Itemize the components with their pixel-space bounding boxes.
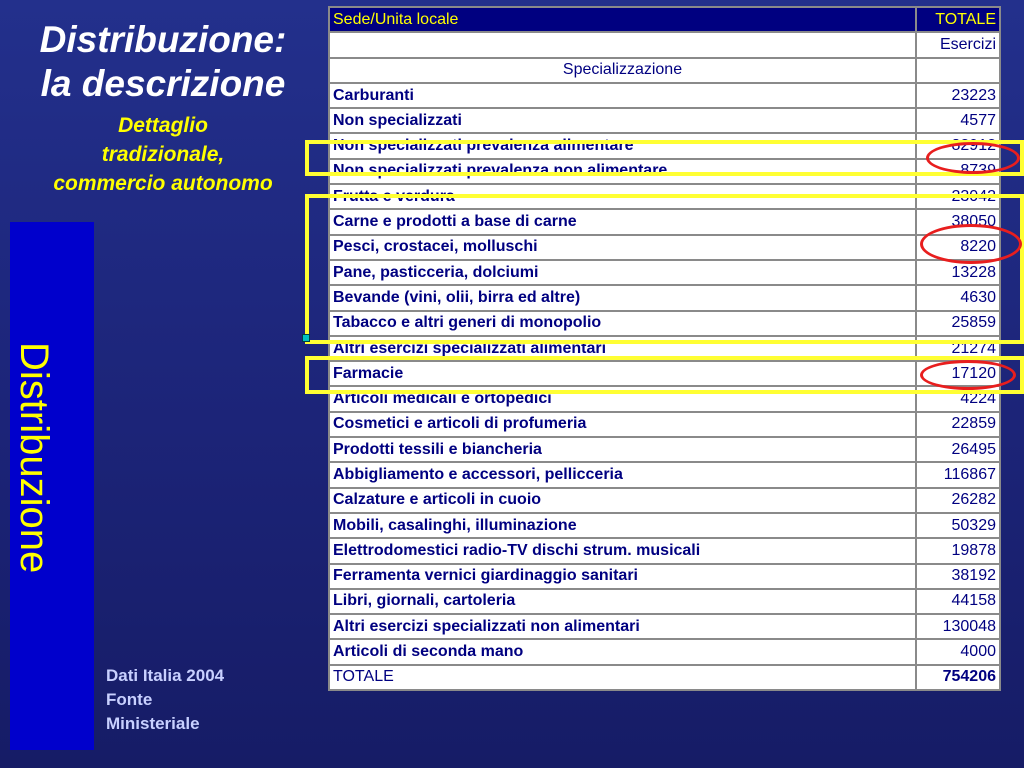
row-value-cell: 22859 [916,412,1000,437]
table-row [329,108,1000,133]
row-label-cell: Non specializzati prevalenza alimentare [329,133,916,158]
row-value-cell: 130048 [916,614,1000,639]
slide-subtitle [0,111,326,198]
subheader-label-cell [329,32,916,57]
row-value-cell: 4630 [916,285,1000,310]
slide-subtitle-line-2: tradizionale, [101,143,225,166]
row-label-cell: Farmacie [329,361,916,386]
table-row [329,437,1000,462]
slide-subtitle-line-3: commercio autonomo [53,172,273,195]
section-label-cell: Specializzazione [329,58,916,83]
row-value-cell: 38050 [916,209,1000,234]
row-label-cell: Mobili, casalinghi, illuminazione [329,513,916,538]
row-value-cell: 8739 [916,159,1000,184]
row-label-cell: Non specializzati prevalenza non alimentare [329,159,916,184]
row-label-cell: Pane, pasticceria, dolciumi [329,260,916,285]
row-value-cell: 19878 [916,538,1000,563]
row-value-cell: 82912 [916,133,1000,158]
row-label-cell: Articoli di seconda mano [329,639,916,664]
table-row [329,386,1000,411]
row-label-cell: Elettrodomestici radio-TV dischi strum. musicali [329,538,916,563]
table-row [329,513,1000,538]
row-value-cell: 26282 [916,488,1000,513]
selection-handle[interactable] [302,334,310,342]
table-row [329,285,1000,310]
source-line-3: Ministeriale [106,714,200,733]
row-value-cell: 17120 [916,361,1000,386]
slide-title-line-1: Distribuzione: [39,19,287,60]
row-value-cell: 13228 [916,260,1000,285]
row-value-cell: 26495 [916,437,1000,462]
slide-title-line-2: la descrizione [40,63,286,104]
table-row [329,614,1000,639]
total-label-cell: TOTALE [329,665,916,690]
table-row [329,462,1000,487]
table-row [329,361,1000,386]
side-label: Distribuzione [12,342,56,574]
row-value-cell: 38192 [916,564,1000,589]
row-value-cell: 116867 [916,462,1000,487]
table-subheader-row [329,32,1000,57]
source-line-1: Dati Italia 2004 [106,666,225,685]
source-note [106,664,224,736]
table-row [329,412,1000,437]
row-value-cell: 23042 [916,184,1000,209]
header-total-cell: TOTALE [916,7,1000,32]
slide-subtitle-line-1: Dettaglio [118,114,208,137]
row-value-cell: 25859 [916,311,1000,336]
row-label-cell: Abbigliamento e accessori, pellicceria [329,462,916,487]
row-value-cell: 23223 [916,83,1000,108]
slide-title [0,18,326,106]
table-row [329,184,1000,209]
table-row [329,639,1000,664]
row-label-cell: Bevande (vini, olii, birra ed altre) [329,285,916,310]
subheader-total-cell: Esercizi [916,32,1000,57]
table-row [329,311,1000,336]
row-label-cell: Altri esercizi specializzati alimentari [329,336,916,361]
row-value-cell: 8220 [916,235,1000,260]
row-label-cell: Carburanti [329,83,916,108]
table-row [329,488,1000,513]
row-label-cell: Articoli medicali e ortopedici [329,386,916,411]
row-label-cell: Ferramenta vernici giardinaggio sanitari [329,564,916,589]
table-row [329,133,1000,158]
row-value-cell: 4577 [916,108,1000,133]
row-label-cell: Prodotti tessili e biancheria [329,437,916,462]
source-line-2: Fonte [106,690,153,709]
row-label-cell: Carne e prodotti a base di carne [329,209,916,234]
row-value-cell: 50329 [916,513,1000,538]
row-value-cell: 44158 [916,589,1000,614]
row-value-cell: 4000 [916,639,1000,664]
total-value-cell: 754206 [916,665,1000,690]
row-value-cell: 21274 [916,336,1000,361]
row-label-cell: Cosmetici e articoli di profumeria [329,412,916,437]
row-label-cell: Non specializzati [329,108,916,133]
section-total-cell [916,58,1000,83]
table-row [329,235,1000,260]
table-row [329,538,1000,563]
table-row [329,83,1000,108]
table-section-row [329,58,1000,83]
row-label-cell: Pesci, crostacei, molluschi [329,235,916,260]
table-row [329,336,1000,361]
header-label-cell: Sede/Unita locale [329,7,916,32]
row-label-cell: Libri, giornali, cartoleria [329,589,916,614]
row-label-cell: Calzature e articoli in cuoio [329,488,916,513]
row-label-cell: Tabacco e altri generi di monopolio [329,311,916,336]
table-row [329,209,1000,234]
table-row [329,159,1000,184]
table-row [329,260,1000,285]
row-label-cell: Frutta e verdura [329,184,916,209]
table-row [329,564,1000,589]
data-table [328,6,1001,691]
table-total-row [329,665,1000,690]
row-value-cell: 4224 [916,386,1000,411]
data-table-body [329,7,1000,690]
row-label-cell: Altri esercizi specializzati non alimentari [329,614,916,639]
table-row [329,589,1000,614]
table-header-row [329,7,1000,32]
